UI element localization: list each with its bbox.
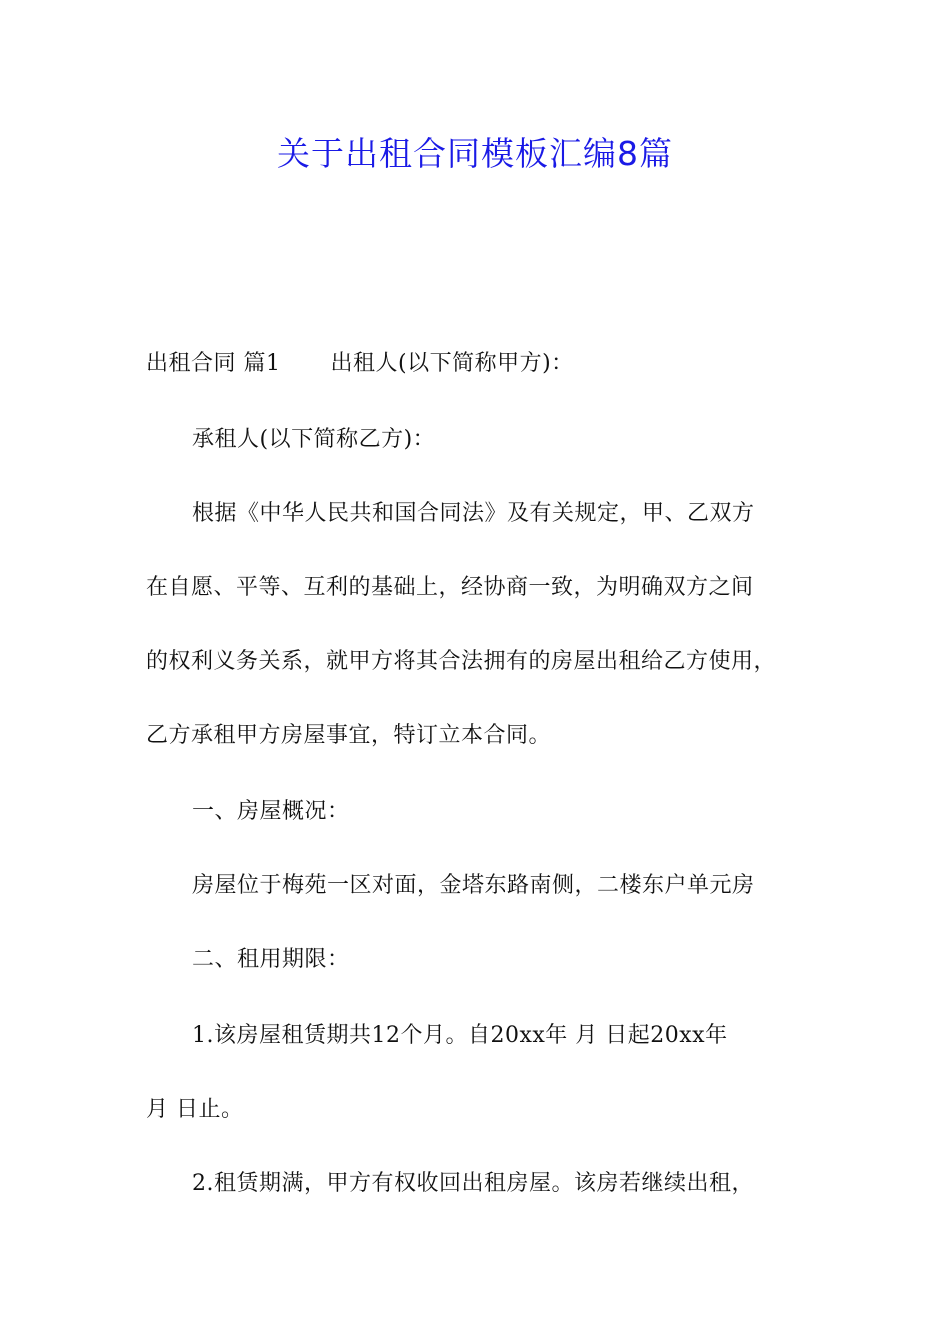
lessor-line: 出租人(以下简称甲方)： [330,351,574,376]
paragraph-line: 乙方承租甲方房屋事宜，特订立本合同。 [146,723,552,748]
term-clause-line: 1.该房屋租赁期共12个月。自20xx年 月 日起20xx年 [192,1023,728,1048]
section-heading-property: 一、房屋概况： [192,799,350,824]
section-heading: 出租合同 篇1 [146,351,281,376]
paragraph-line: 的权利义务关系，就甲方将其合法拥有的房屋出租给乙方使用， [146,649,777,674]
expiry-clause-line: 2.租赁期满，甲方有权收回出租房屋。该房若继续出租， [192,1171,754,1196]
term-clause-line: 月 日止。 [146,1097,244,1122]
document-title: 关于出租合同模板汇编8篇 [277,134,673,173]
paragraph-line: 在自愿、平等、互利的基础上，经协商一致，为明确双方之间 [146,575,754,600]
property-location-line: 房屋位于梅苑一区对面，金塔东路南侧，二楼东户单元房 [192,873,755,898]
first-line [146,346,574,377]
paragraph-line: 根据《中华人民共和国合同法》及有关规定，甲、乙双方 [192,501,755,526]
lessee-line: 承租人(以下简称乙方)： [192,427,436,452]
section-heading-term: 二、租用期限： [192,947,350,972]
